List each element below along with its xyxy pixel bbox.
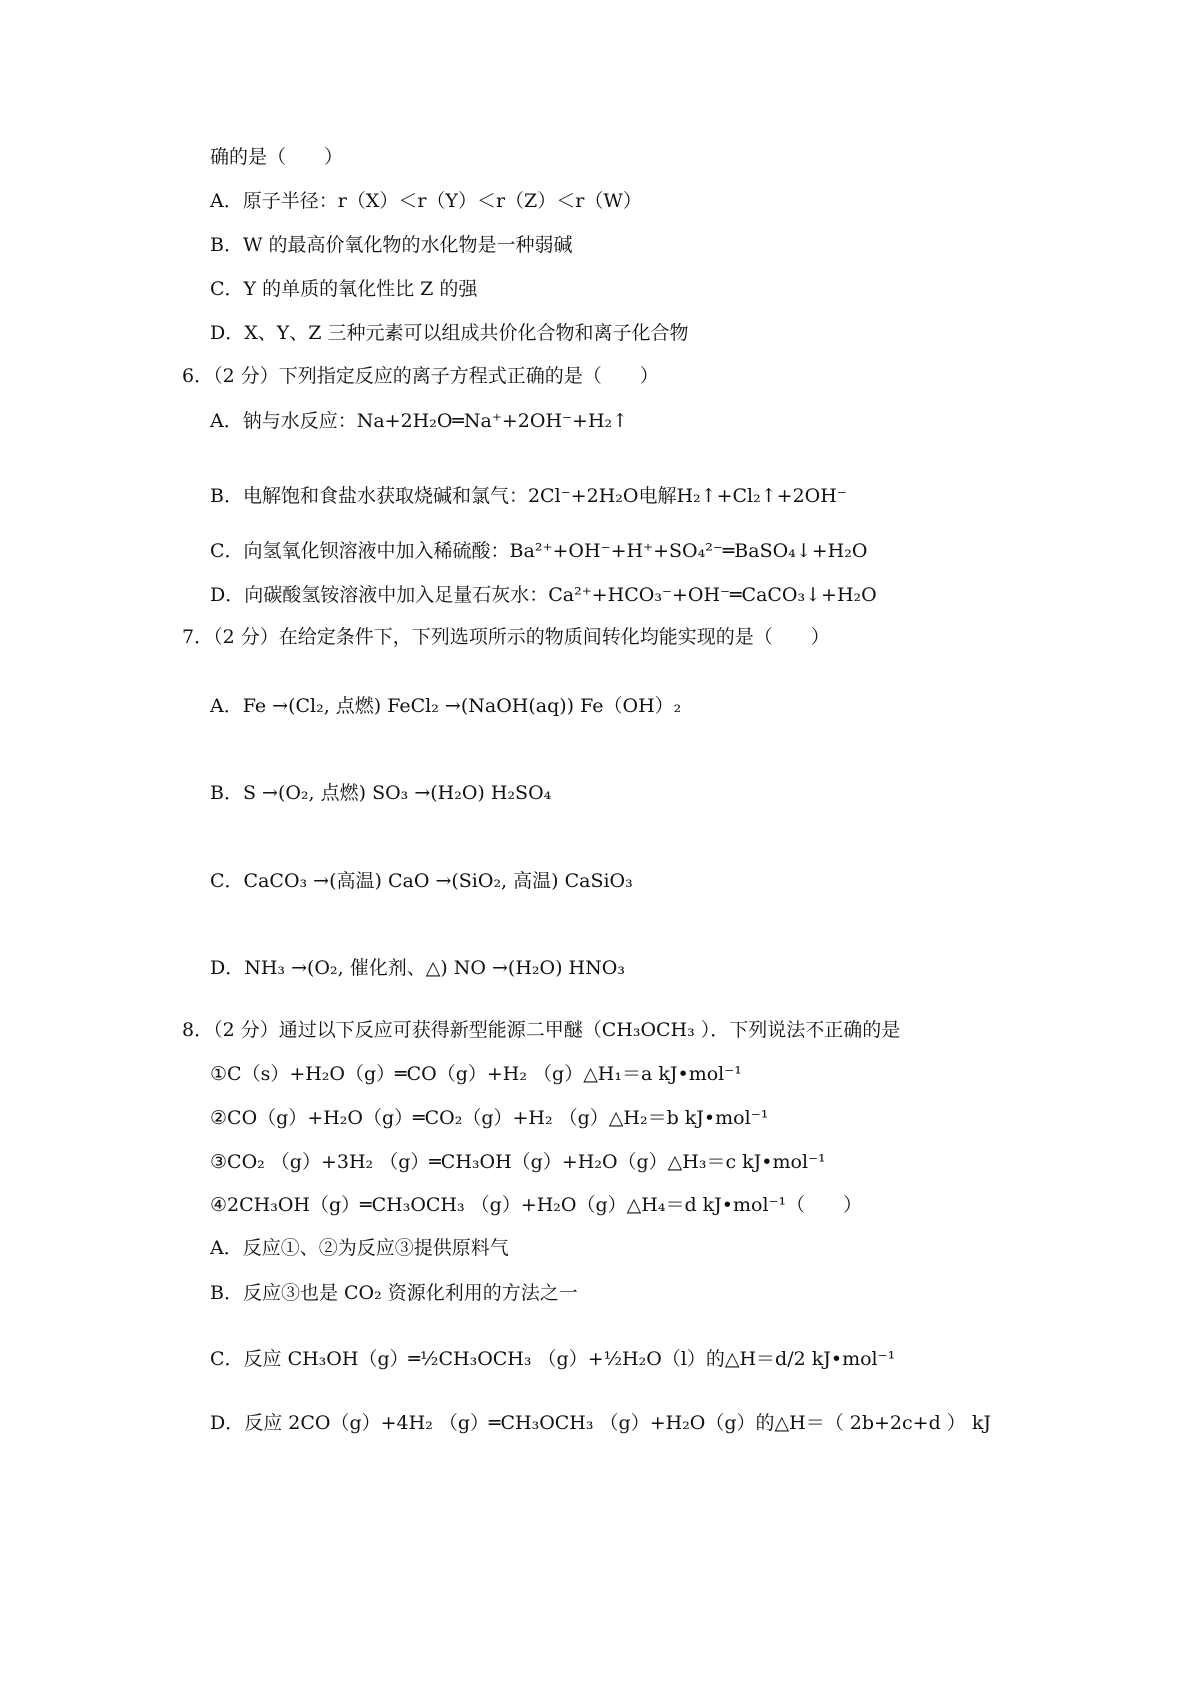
- q8-reaction-3: ③CO₂ （g）+3H₂ （g）═CH₃OH（g）+H₂O（g）△H₃＝c kJ•mol⁻¹: [210, 1151, 826, 1173]
- q8-reaction-2: ②CO（g）+H₂O（g）═CO₂（g）+H₂ （g）△H₂＝b kJ•mol⁻¹: [210, 1107, 769, 1129]
- q7-option-d: D．NH₃ →(O₂, 催化剂、△) NO →(H₂O) HNO₃: [210, 957, 625, 979]
- q7-stem: 7．（2 分）在给定条件下，下列选项所示的物质间转化均能实现的是（ ）: [182, 626, 830, 648]
- q8-option-c: C．反应 CH₃OH（g）═½CH₃OCH₃ （g）+½H₂O（l）的△H＝d/2 kJ•mol⁻¹: [210, 1348, 896, 1370]
- q5-option-d: D．X、Y、Z 三种元素可以组成共价化合物和离子化合物: [210, 322, 689, 344]
- q8-option-a: A．反应①、②为反应③提供原料气: [210, 1237, 509, 1259]
- q6-option-d: D．向碳酸氢铵溶液中加入足量石灰水：Ca²⁺+HCO₃⁻+OH⁻═CaCO₃↓+H₂O: [210, 584, 877, 606]
- q7-option-c: C．CaCO₃ →(高温) CaO →(SiO₂, 高温) CaSiO₃: [210, 870, 633, 892]
- q8-option-d: D．反应 2CO（g）+4H₂ （g）═CH₃OCH₃ （g）+H₂O（g）的△H＝（ 2b+2c+d ） kJ: [210, 1412, 991, 1434]
- q6-stem: 6．（2 分）下列指定反应的离子方程式正确的是（ ）: [182, 365, 659, 387]
- q8-reaction-4: ④2CH₃OH（g）═CH₃OCH₃ （g）+H₂O（g）△H₄＝d kJ•mol⁻¹（ ）: [210, 1194, 863, 1216]
- q6-option-b: B．电解饱和食盐水获取烧碱和氯气：2Cl⁻+2H₂O电解H₂↑+Cl₂↑+2OH⁻: [210, 485, 847, 507]
- q5-option-c: C．Y 的单质的氧化性比 Z 的强: [210, 278, 478, 300]
- q6-option-a: A．钠与水反应：Na+2H₂O═Na⁺+2OH⁻+H₂↑: [210, 410, 629, 432]
- q8-stem: 8．（2 分）通过以下反应可获得新型能源二甲醚（CH₃OCH₃ ）．下列说法不正确的是: [182, 1019, 901, 1041]
- q8-option-b: B．反应③也是 CO₂ 资源化利用的方法之一: [210, 1282, 578, 1304]
- q5-option-b: B．W 的最高价氧化物的水化物是一种弱碱: [210, 234, 573, 256]
- q5-stem-tail: 确的是（ ）: [210, 146, 344, 168]
- q8-reaction-1: ①C（s）+H₂O（g）═CO（g）+H₂ （g）△H₁＝a kJ•mol⁻¹: [210, 1063, 742, 1085]
- q6-option-c: C．向氢氧化钡溶液中加入稀硫酸：Ba²⁺+OH⁻+H⁺+SO₄²⁻═BaSO₄↓+H₂O: [210, 540, 868, 562]
- q7-option-a: A．Fe →(Cl₂, 点燃) FeCl₂ →(NaOH(aq)) Fe（OH）₂: [210, 695, 682, 717]
- q7-option-b: B．S →(O₂, 点燃) SO₃ →(H₂O) H₂SO₄: [210, 782, 552, 804]
- q5-option-a: A．原子半径：r（X）＜r（Y）＜r（Z）＜r（W）: [210, 190, 642, 212]
